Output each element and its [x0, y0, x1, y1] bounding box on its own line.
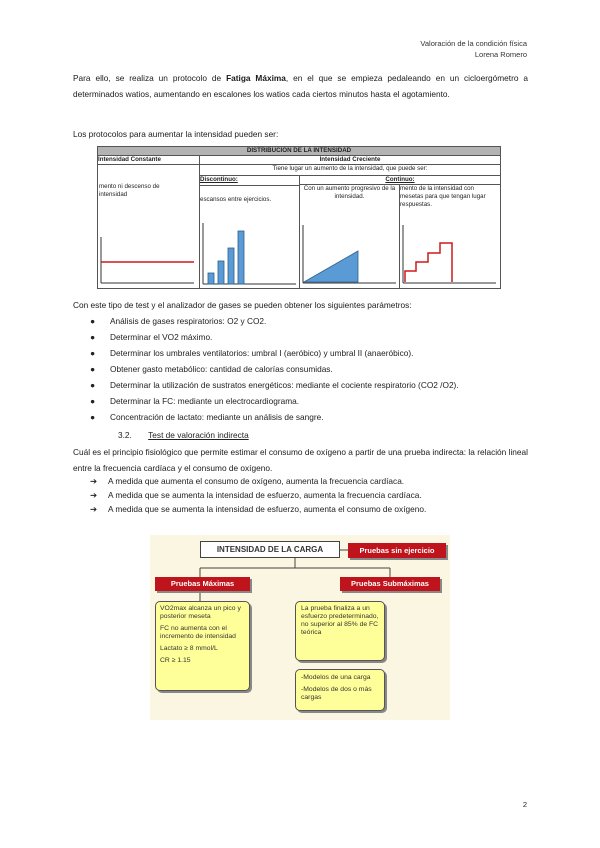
- continuous-plateau-column: [400, 185, 500, 288]
- header-title: Valoración de la condición física: [420, 39, 527, 48]
- list-item: ● Obtener gasto metabólico: cantidad de calorías consumidas.: [90, 364, 333, 374]
- parameters-list: [90, 313, 530, 425]
- protocols-intro: Los protocolos para aumentar la intensidad pueden ser:: [73, 129, 279, 139]
- header-author: Lorena Romero: [474, 50, 527, 59]
- increasing-note: Tiene lugar un aumento de la intensidad, que puede ser:: [200, 165, 500, 176]
- page-number: 2: [522, 800, 527, 809]
- discontinuous-desc: escansos entre ejercicios.: [200, 196, 272, 203]
- test-intro: Con este tipo de test y el analizador de gases se pueden obtener los siguientes parámetros:: [73, 300, 412, 310]
- intro-paragraph: Para ello, se realiza un protocolo de Fatiga Máxima, en el que se empieza pedaleando en un cicloergómetro a determinados watios, aumentando en escalones los watios cada ciertos minutos hasta el agotamiento.: [73, 73, 528, 99]
- maximal-criteria-box: [155, 601, 250, 691]
- list-item: ➔ A medida que se aumenta la intensidad de esfuerzo, aumenta la frecuencia cardíaca.: [90, 490, 422, 500]
- discontinuous-chart: [202, 221, 298, 286]
- constant-intensity-chart: [100, 235, 196, 285]
- continuous-head: Continuo:: [300, 176, 500, 185]
- section-number: 3.2.: [118, 430, 132, 440]
- criterion-cr: CR ≥ 1.15: [160, 657, 191, 664]
- list-item: ● Concentración de lactato: mediante un análisis de sangre.: [90, 412, 324, 422]
- criterion-fc: FC no aumenta con el incremento de intensidad: [160, 625, 236, 640]
- section-title: Test de valoración indirecta: [148, 430, 249, 440]
- model-multi-load: -Modelos de dos o más cargas: [301, 686, 372, 701]
- table-title: DISTRIBUCIÓN DE LA INTENSIDAD: [98, 147, 500, 156]
- arrow-icon: ➔: [90, 504, 97, 514]
- submaximal-models-box: [295, 669, 385, 711]
- list-item: ● Determinar el VO2 máximo.: [90, 332, 213, 342]
- progressive-chart: [302, 223, 398, 285]
- criterion-lactate: Lactato ≥ 8 mmol/L: [160, 645, 218, 652]
- list-item: ● Determinar la utilización de sustratos energéticos: mediante el cociente respiratorio (CO2 /O2).: [90, 380, 459, 390]
- page-header: [420, 38, 527, 60]
- section-heading: [118, 430, 249, 440]
- constant-desc: mento ni descenso de intensidad: [99, 183, 160, 198]
- continuous-desc-b: mento de la intensidad con mesetas para que tengan lugar respuestas.: [400, 185, 486, 208]
- list-item: ➔ A medida que se aumenta la intensidad de esfuerzo, aumenta el consumo de oxígeno.: [90, 504, 427, 514]
- list-item: ● Análisis de gases respiratorios: O2 y CO2.: [90, 316, 267, 326]
- arrow-list: [90, 474, 530, 516]
- load-intensity-diagram: [150, 535, 450, 720]
- list-item: ➔ A medida que aumenta el consumo de oxígeno, aumenta la frecuencia cardíaca.: [90, 476, 405, 486]
- arrow-icon: ➔: [90, 476, 97, 486]
- continuous-progressive-column: [300, 185, 400, 288]
- submaximal-tests-box: Pruebas Submáximas: [340, 577, 440, 591]
- submaximal-end-box: La prueba finaliza a un esfuerzo predeterminado, no superior al 85% de FC teórica: [295, 601, 385, 661]
- discontinuous-head: Discontinuo:: [200, 176, 299, 186]
- continuous-desc-a: Con un aumento progresivo de la intensidad.: [303, 185, 396, 200]
- col-header-constant: Intensidad Constante: [98, 156, 200, 165]
- no-exercise-tests-box: Pruebas sin ejercicio: [348, 543, 446, 558]
- maximal-tests-box: Pruebas Máximas: [155, 577, 250, 591]
- stepped-chart: [402, 223, 498, 285]
- constant-column: [98, 165, 200, 288]
- load-intensity-box: INTENSIDAD DE LA CARGA: [200, 541, 340, 558]
- intensity-distribution-table: [97, 146, 501, 289]
- model-one-load: -Modelos de una carga: [301, 674, 371, 681]
- col-header-increasing: Intensidad Creciente: [200, 156, 500, 165]
- indirect-paragraph: Cuál es el principio fisiológico que permite estimar el consumo de oxígeno a partir de una prueba indirecta: la relación lineal entre la frecuencia cardíaca y el consumo de oxígeno.: [73, 447, 528, 473]
- arrow-icon: ➔: [90, 490, 97, 500]
- discontinuous-column: [200, 176, 300, 288]
- criterion-vo2: VO2max alcanza un pico y posterior meseta: [160, 605, 241, 620]
- list-item: ● Determinar los umbrales ventilatorios: umbral I (aeróbico) y umbral II (anaeróbico).: [90, 348, 414, 358]
- list-item: ● Determinar la FC: mediante un electrocardiograma.: [90, 396, 300, 406]
- fatiga-maxima: Fatiga Máxima: [226, 73, 286, 83]
